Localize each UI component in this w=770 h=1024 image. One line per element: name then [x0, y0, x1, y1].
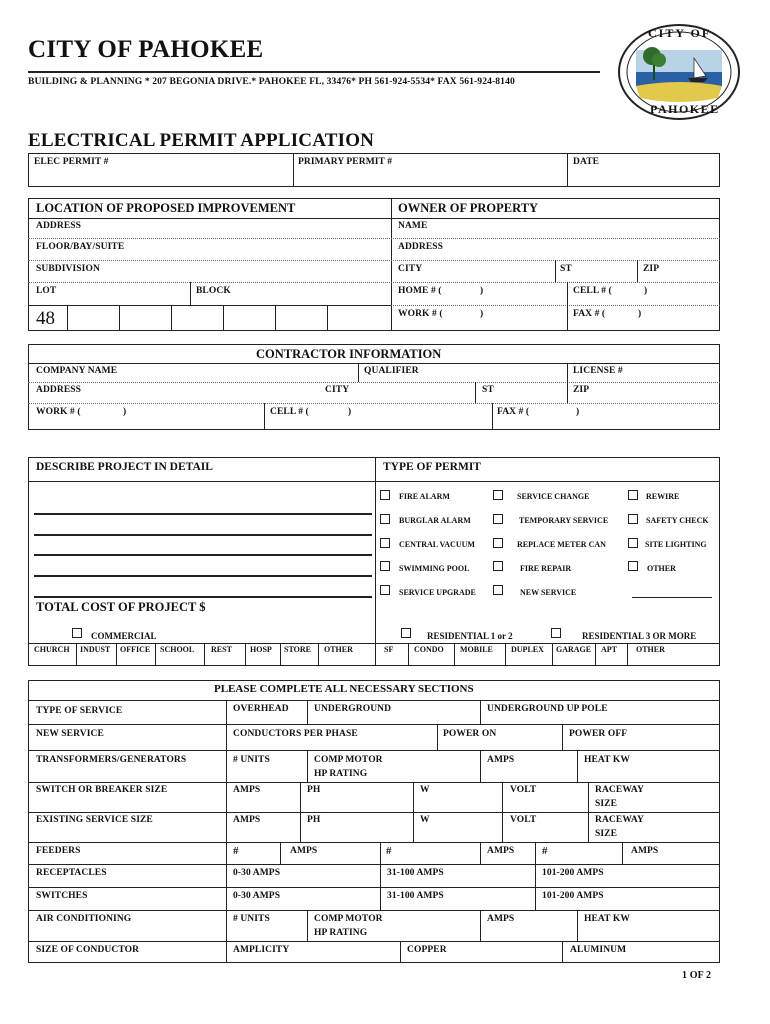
checkbox-residential-3[interactable]: [551, 628, 561, 638]
seal-top-text: CITY OF: [648, 26, 712, 40]
permit-type-rewire: REWIRE: [646, 492, 680, 501]
owner-name-label: NAME: [398, 221, 428, 231]
contractor-work-label: WORK # (: [36, 407, 81, 417]
checkbox-service-upgrade[interactable]: [380, 585, 390, 595]
owner-work-label: WORK # (: [398, 309, 443, 319]
checkbox-burglar-alarm[interactable]: [380, 514, 390, 524]
feeders-hash-1: #: [233, 845, 239, 857]
feeders-label: FEEDERS: [36, 846, 81, 856]
amplicity-label: AMPLICITY: [233, 945, 290, 955]
type-of-permit-heading: TYPE OF PERMIT: [383, 461, 481, 473]
checkbox-fire-repair[interactable]: [493, 561, 503, 571]
existing-volt-label: VOLT: [510, 815, 537, 825]
header-rule: [28, 71, 600, 73]
describe-line-2: [34, 534, 372, 536]
occ-hosp: HOSP: [250, 645, 272, 654]
ac-hp-rating-label: HP RATING: [314, 928, 368, 938]
permit-type-central-vacuum: CENTRAL VACUUM: [399, 540, 475, 549]
existing-raceway-size-label: SIZE: [595, 829, 618, 839]
transformers-units-label: # UNITS: [233, 755, 270, 765]
header-address-line: BUILDING & PLANNING * 207 BEGONIA DRIVE.* PAHOKEE FL, 33476* PH 561-924-5534* FAX 561-924-8140: [28, 76, 515, 87]
checkbox-new-service[interactable]: [493, 585, 503, 595]
contractor-heading: CONTRACTOR INFORMATION: [256, 347, 442, 361]
existing-raceway-label: RACEWAY: [595, 815, 644, 825]
feeders-amps-3: AMPS: [631, 846, 659, 856]
contractor-fax-label: FAX # (: [497, 407, 530, 417]
receptacles-31-100: 31-100 AMPS: [387, 868, 444, 878]
permit-type-fire-alarm: FIRE ALARM: [399, 492, 450, 501]
type-of-service-label: TYPE OF SERVICE: [36, 706, 123, 716]
owner-cell-label: CELL # (: [573, 286, 612, 296]
transformers-label: TRANSFORMERS/GENERATORS: [36, 755, 187, 765]
occ-indust: INDUST: [80, 645, 111, 654]
location-heading: LOCATION OF PROPOSED IMPROVEMENT: [36, 201, 296, 215]
permit-type-other: OTHER: [647, 564, 676, 573]
aluminum-label: ALUMINUM: [570, 945, 627, 955]
existing-w-label: W: [420, 815, 430, 825]
owner-zip-label: ZIP: [643, 264, 660, 274]
underground-up-pole-label: UNDERGROUND UP POLE: [487, 704, 608, 714]
power-off-label: POWER OFF: [569, 729, 628, 739]
commercial-label: COMMERCIAL: [91, 631, 157, 641]
owner-st-label: ST: [560, 264, 572, 274]
contractor-work-close: ): [123, 407, 127, 417]
occ-sf: SF: [384, 645, 394, 654]
occ-mobile: MOBILE: [460, 645, 493, 654]
occ-garage: GARAGE: [556, 645, 592, 654]
owner-fax-label: FAX # (: [573, 309, 606, 319]
other-permit-blank[interactable]: [632, 597, 712, 598]
permit-type-temporary-service: TEMPORARY SERVICE: [519, 516, 609, 525]
switches-31-100: 31-100 AMPS: [387, 891, 444, 901]
elec-permit-label: ELEC PERMIT #: [34, 157, 109, 167]
switches-label: SWITCHES: [36, 891, 88, 901]
occ-office: OFFICE: [120, 645, 151, 654]
feeders-hash-3: #: [542, 845, 548, 857]
underground-label: UNDERGROUND: [314, 704, 392, 714]
switch-breaker-label: SWITCH OR BREAKER SIZE: [36, 785, 168, 795]
contractor-st-label: ST: [482, 385, 494, 395]
contractor-cell-close: ): [348, 407, 352, 417]
permit-type-fire-repair: FIRE REPAIR: [520, 564, 572, 573]
air-conditioning-label: AIR CONDITIONING: [36, 914, 132, 924]
seal-bottom-text: PAHOKEE: [650, 102, 720, 116]
service-heading: PLEASE COMPLETE ALL NECESSARY SECTIONS: [214, 683, 474, 695]
company-name-label: COMPANY NAME: [36, 366, 118, 376]
switches-101-200: 101-200 AMPS: [542, 891, 604, 901]
feeders-amps-2: AMPS: [487, 846, 515, 856]
checkbox-residential-1-2[interactable]: [401, 628, 411, 638]
checkbox-swimming-pool[interactable]: [380, 561, 390, 571]
permit-type-new-service: NEW SERVICE: [520, 588, 577, 597]
owner-home-close: ): [480, 286, 484, 296]
occ-store: STORE: [284, 645, 311, 654]
receptacles-0-30: 0-30 AMPS: [233, 868, 281, 878]
occ-duplex: DUPLEX: [511, 645, 544, 654]
form-title: ELECTRICAL PERMIT APPLICATION: [28, 130, 375, 151]
permit-type-service-change: SERVICE CHANGE: [517, 492, 590, 501]
lot-number: 48: [36, 308, 55, 329]
ac-comp-motor-label: COMP MOTOR: [314, 914, 383, 924]
checkbox-other-permit[interactable]: [628, 561, 638, 571]
page-number: 1 OF 2: [682, 970, 712, 981]
switch-raceway-size-label: SIZE: [595, 799, 618, 809]
copper-label: COPPER: [407, 945, 447, 955]
ac-units-label: # UNITS: [233, 914, 270, 924]
permit-type-replace-meter-can: REPLACE METER CAN: [517, 540, 606, 549]
city-seal: [614, 22, 744, 122]
owner-home-label: HOME # (: [398, 286, 442, 296]
qualifier-label: QUALIFIER: [364, 366, 419, 376]
checkbox-fire-alarm[interactable]: [380, 490, 390, 500]
date-label: DATE: [573, 157, 600, 167]
contractor-address-label: ADDRESS: [36, 385, 82, 395]
checkbox-temporary-service[interactable]: [493, 514, 503, 524]
checkbox-service-change[interactable]: [493, 490, 503, 500]
conductors-label: CONDUCTORS PER PHASE: [233, 729, 358, 739]
new-service-label: NEW SERVICE: [36, 729, 104, 739]
floor-label: FLOOR/BAY/SUITE: [36, 242, 125, 252]
transformers-amps-label: AMPS: [487, 755, 515, 765]
occ-other-commercial: OTHER: [324, 645, 353, 654]
checkbox-site-lighting[interactable]: [628, 538, 638, 548]
receptacles-101-200: 101-200 AMPS: [542, 868, 604, 878]
occ-other-residential: OTHER: [636, 645, 665, 654]
contractor-zip-label: ZIP: [573, 385, 590, 395]
switch-w-label: W: [420, 785, 430, 795]
occ-condo: CONDO: [414, 645, 444, 654]
describe-line-3: [34, 554, 372, 556]
describe-line-1: [34, 513, 372, 515]
describe-heading: DESCRIBE PROJECT IN DETAIL: [36, 461, 213, 473]
ac-heat-kw-label: HEAT KW: [584, 914, 631, 924]
primary-permit-label: PRIMARY PERMIT #: [298, 157, 393, 167]
owner-fax-close: ): [638, 309, 642, 319]
residential-1-2-label: RESIDENTIAL 1 or 2: [427, 631, 513, 641]
owner-city-label: CITY: [398, 264, 423, 274]
lot-label: LOT: [36, 286, 57, 296]
total-cost-label: TOTAL COST OF PROJECT $: [36, 600, 206, 614]
contractor-fax-close: ): [576, 407, 580, 417]
overhead-label: OVERHEAD: [233, 704, 289, 714]
switch-ph-label: PH: [307, 785, 321, 795]
permit-type-service-upgrade: SERVICE UPGRADE: [399, 588, 476, 597]
permit-type-safety-check: SAFETY CHECK: [646, 516, 709, 525]
owner-cell-close: ): [644, 286, 648, 296]
existing-amps-label: AMPS: [233, 815, 261, 825]
switch-amps-label: AMPS: [233, 785, 261, 795]
describe-line-5: [34, 596, 372, 598]
checkbox-replace-meter-can[interactable]: [493, 538, 503, 548]
transformers-hp-rating-label: HP RATING: [314, 769, 368, 779]
permit-type-swimming-pool: SWIMMING POOL: [399, 564, 470, 573]
ac-amps-label: AMPS: [487, 914, 515, 924]
transformers-heat-kw-label: HEAT KW: [584, 755, 631, 765]
switches-0-30: 0-30 AMPS: [233, 891, 281, 901]
checkbox-central-vacuum[interactable]: [380, 538, 390, 548]
occ-church: CHURCH: [34, 645, 70, 654]
owner-heading: OWNER OF PROPERTY: [398, 201, 539, 215]
block-label: BLOCK: [196, 286, 231, 296]
checkbox-commercial[interactable]: [72, 628, 82, 638]
feeders-amps-1: AMPS: [290, 846, 318, 856]
occ-apt: APT: [601, 645, 617, 654]
size-of-conductor-label: SIZE OF CONDUCTOR: [36, 945, 140, 955]
city-title: CITY OF PAHOKEE: [28, 36, 264, 63]
switch-volt-label: VOLT: [510, 785, 537, 795]
existing-service-label: EXISTING SERVICE SIZE: [36, 815, 153, 825]
subdivision-label: SUBDIVISION: [36, 264, 100, 274]
checkbox-rewire[interactable]: [628, 490, 638, 500]
feeders-hash-2: #: [386, 845, 392, 857]
describe-line-4: [34, 575, 372, 577]
permit-type-burglar-alarm: BURGLAR ALARM: [399, 516, 471, 525]
owner-address-label: ADDRESS: [398, 242, 444, 252]
existing-ph-label: PH: [307, 815, 321, 825]
checkbox-safety-check[interactable]: [628, 514, 638, 524]
switch-raceway-label: RACEWAY: [595, 785, 644, 795]
permit-type-site-lighting: SITE LIGHTING: [645, 540, 707, 549]
occ-school: SCHOOL: [160, 645, 195, 654]
contractor-city-label: CITY: [325, 385, 350, 395]
receptacles-label: RECEPTACLES: [36, 868, 107, 878]
transformers-comp-motor-label: COMP MOTOR: [314, 755, 383, 765]
power-on-label: POWER ON: [443, 729, 497, 739]
location-address-label: ADDRESS: [36, 221, 82, 231]
residential-3-label: RESIDENTIAL 3 OR MORE: [582, 631, 697, 641]
occ-rest: REST: [211, 645, 232, 654]
contractor-cell-label: CELL # (: [270, 407, 309, 417]
owner-work-close: ): [480, 309, 484, 319]
license-label: LICENSE #: [573, 366, 623, 376]
